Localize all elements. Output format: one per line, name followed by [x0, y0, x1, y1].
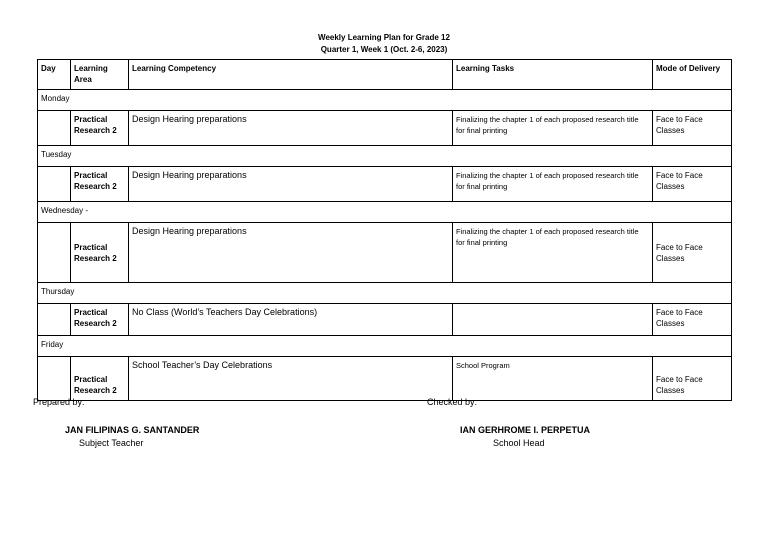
competency-cell: School Teacher’s Day Celebrations — [129, 357, 453, 401]
delivery-cell: Face to Face Classes — [653, 167, 732, 202]
day-label: Tuesday — [38, 146, 732, 167]
preparer-role: Subject Teacher — [79, 438, 144, 448]
learning-area-cell: Practical Research 2 — [71, 357, 129, 401]
table-row — [38, 357, 732, 401]
checker-role: School Head — [493, 438, 545, 448]
learning-area-cell: Practical Research 2 — [71, 111, 129, 146]
tasks-cell — [453, 304, 653, 336]
table-header-row — [38, 60, 732, 90]
competency-cell: No Class (World’s Teachers Day Celebrations) — [129, 304, 453, 336]
table-row — [38, 304, 732, 336]
day-label: Friday — [38, 336, 732, 357]
day-row-monday — [38, 90, 732, 111]
empty-cell — [38, 304, 71, 336]
table-row — [38, 167, 732, 202]
header-learning-competency: Learning Competency — [129, 60, 453, 90]
tasks-cell: Finalizing the chapter 1 of each proposed research title for final printing — [453, 111, 653, 146]
table-row — [38, 223, 732, 283]
checker-name: IAN GERHROME I. PERPETUA — [460, 425, 591, 435]
competency-cell: Design Hearing preparations — [129, 111, 453, 146]
competency-cell: Design Hearing preparations — [129, 167, 453, 202]
table-row — [38, 111, 732, 146]
learning-area-cell: Practical Research 2 — [71, 304, 129, 336]
document-title: Weekly Learning Plan for Grade 12 — [318, 33, 450, 42]
day-label: Thursday — [38, 283, 732, 304]
learning-plan-table — [37, 59, 732, 401]
day-label: Wednesday - — [38, 202, 732, 223]
delivery-cell: Face to Face Classes — [653, 111, 732, 146]
delivery-cell: Face to Face Classes — [653, 223, 732, 283]
delivery-cell: Face to Face Classes — [653, 304, 732, 336]
tasks-cell: Finalizing the chapter 1 of each proposed research title for final printing — [453, 167, 653, 202]
document-subtitle: Quarter 1, Week 1 (Oct. 2-6, 2023) — [320, 45, 448, 54]
competency-cell: Design Hearing preparations — [129, 223, 453, 283]
delivery-cell: Face to Face Classes — [653, 357, 732, 401]
day-row-thursday — [38, 283, 732, 304]
empty-cell — [38, 167, 71, 202]
empty-cell — [38, 357, 71, 401]
preparer-name: JAN FILIPINAS G. SANTANDER — [65, 425, 200, 435]
day-row-wednesday — [38, 202, 732, 223]
learning-area-cell: Practical Research 2 — [71, 167, 129, 202]
header-day: Day — [38, 60, 71, 90]
day-row-friday — [38, 336, 732, 357]
empty-cell — [38, 111, 71, 146]
header-mode-of-delivery: Mode of Delivery — [653, 60, 732, 90]
tasks-cell: Finalizing the chapter 1 of each proposed research title for final printing — [453, 223, 653, 283]
prepared-by-label: Prepared by: — [33, 397, 85, 407]
header-learning-tasks: Learning Tasks — [453, 60, 653, 90]
day-label: Monday — [38, 90, 732, 111]
checked-by-label: Checked by: — [427, 397, 478, 407]
tasks-cell: School Program — [453, 357, 653, 401]
empty-cell — [38, 223, 71, 283]
header-learning-area: Learning Area — [71, 60, 129, 90]
day-row-tuesday — [38, 146, 732, 167]
learning-area-cell: Practical Research 2 — [71, 223, 129, 283]
